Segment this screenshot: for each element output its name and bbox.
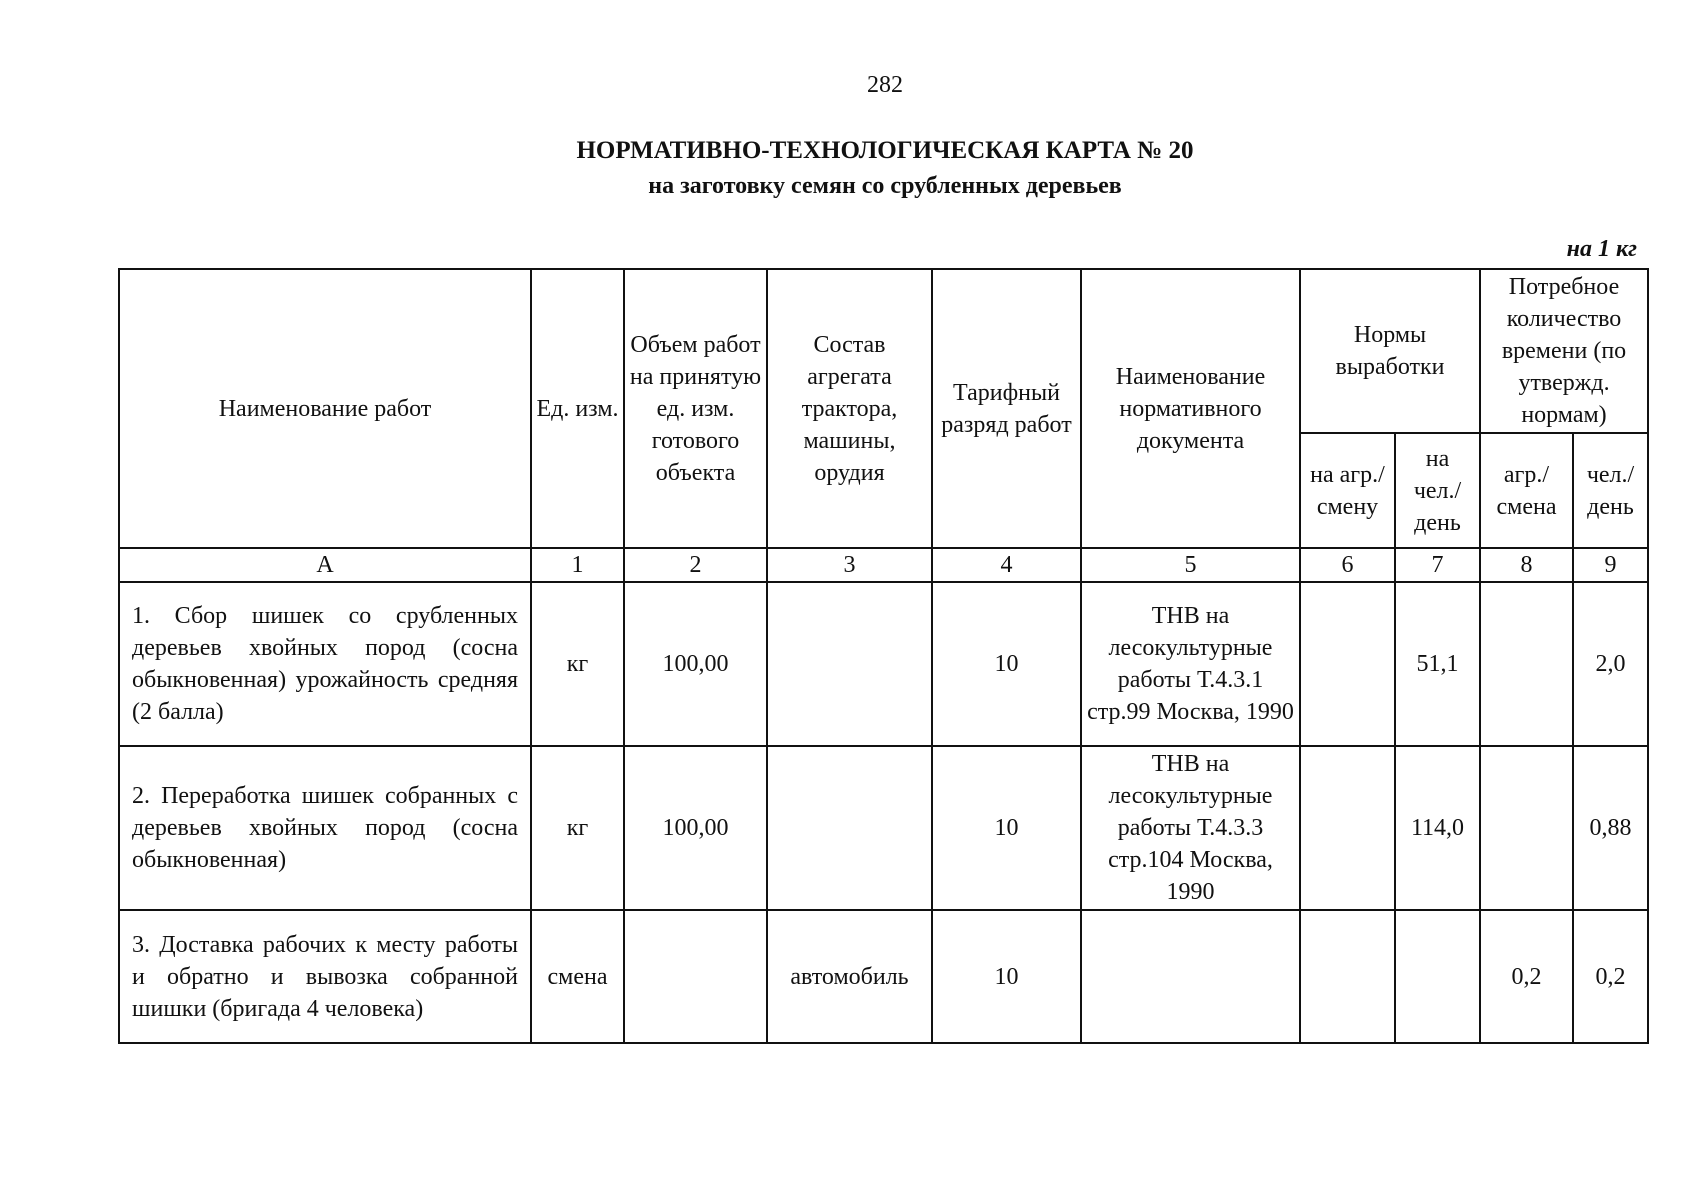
column-index: 3 bbox=[767, 548, 932, 582]
document-cell: ТНВ на лесокультурные работы Т.4.3.3 стр.104 Москва, 1990 bbox=[1081, 746, 1300, 910]
tariff-cell: 10 bbox=[932, 746, 1081, 910]
header-tariff: Тарифный разряд работ bbox=[932, 269, 1081, 548]
column-index: 7 bbox=[1395, 548, 1480, 582]
table-row bbox=[119, 746, 1648, 910]
volume-cell: 100,00 bbox=[624, 746, 767, 910]
work-name-cell: 2. Переработка шишек собранных с деревьев хвойных пород (сосна обыкновенная) bbox=[119, 746, 531, 910]
document-title: НОРМАТИВНО-ТЕХНОЛОГИЧЕСКАЯ КАРТА № 20 bbox=[576, 137, 1194, 164]
header-norms-person: на чел./ день bbox=[1395, 433, 1480, 548]
document-subtitle: на заготовку семян со срубленных деревьев bbox=[648, 173, 1122, 199]
tariff-cell: 10 bbox=[932, 910, 1081, 1043]
header-row bbox=[119, 269, 1648, 433]
column-index: 8 bbox=[1480, 548, 1573, 582]
norm-person-cell: 114,0 bbox=[1395, 746, 1480, 910]
header-time-person: чел./ день bbox=[1573, 433, 1648, 548]
column-index: 5 bbox=[1081, 548, 1300, 582]
header-work-name: Наименование работ bbox=[119, 269, 531, 548]
table-row bbox=[119, 582, 1648, 746]
norm-agr-cell bbox=[1300, 746, 1395, 910]
column-index: 9 bbox=[1573, 548, 1648, 582]
composition-cell bbox=[767, 582, 932, 746]
column-index: А bbox=[119, 548, 531, 582]
page-number: 282 bbox=[867, 72, 903, 98]
work-name-cell: 1. Сбор шишек со срубленных деревьев хвойных пород (сосна обыкновенная) урожайность средняя (2 балла) bbox=[119, 582, 531, 746]
header-volume: Объем работ на принятую ед. изм. готового объекта bbox=[624, 269, 767, 548]
norm-person-cell: 51,1 bbox=[1395, 582, 1480, 746]
document-cell bbox=[1081, 910, 1300, 1043]
unit-cell: кг bbox=[531, 582, 624, 746]
norm-person-cell bbox=[1395, 910, 1480, 1043]
column-index: 6 bbox=[1300, 548, 1395, 582]
unit-cell: кг bbox=[531, 746, 624, 910]
header-time: Потребное количество времени (по утвержд. нормам) bbox=[1480, 269, 1648, 433]
volume-cell bbox=[624, 910, 767, 1043]
column-index: 1 bbox=[531, 548, 624, 582]
tariff-cell: 10 bbox=[932, 582, 1081, 746]
time-person-cell: 0,2 bbox=[1573, 910, 1648, 1043]
header-document: Наименование нормативного документа bbox=[1081, 269, 1300, 548]
document-cell: ТНВ на лесокультурные работы Т.4.3.1 стр.99 Москва, 1990 bbox=[1081, 582, 1300, 746]
composition-cell bbox=[767, 746, 932, 910]
technology-card-table bbox=[118, 268, 1649, 1044]
norm-agr-cell bbox=[1300, 910, 1395, 1043]
work-name-cell: 3. Доставка рабочих к месту работы и обратно и вывозка собранной шишки (бригада 4 человека) bbox=[119, 910, 531, 1043]
norm-agr-cell bbox=[1300, 582, 1395, 746]
table-row bbox=[119, 910, 1648, 1043]
header-unit: Ед. изм. bbox=[531, 269, 624, 548]
volume-cell: 100,00 bbox=[624, 582, 767, 746]
column-index: 4 bbox=[932, 548, 1081, 582]
time-person-cell: 0,88 bbox=[1573, 746, 1648, 910]
unit-cell: смена bbox=[531, 910, 624, 1043]
header-composition: Состав агрегата трактора, машины, орудия bbox=[767, 269, 932, 548]
column-index-row bbox=[119, 548, 1648, 582]
composition-cell: автомобиль bbox=[767, 910, 932, 1043]
header-norms-agr: на агр./ смену bbox=[1300, 433, 1395, 548]
time-agr-cell: 0,2 bbox=[1480, 910, 1573, 1043]
column-index: 2 bbox=[624, 548, 767, 582]
header-time-agr: агр./ смена bbox=[1480, 433, 1573, 548]
header-norms: Нормы выработки bbox=[1300, 269, 1480, 433]
unit-note: на 1 кг bbox=[1566, 236, 1637, 262]
time-person-cell: 2,0 bbox=[1573, 582, 1648, 746]
time-agr-cell bbox=[1480, 582, 1573, 746]
time-agr-cell bbox=[1480, 746, 1573, 910]
